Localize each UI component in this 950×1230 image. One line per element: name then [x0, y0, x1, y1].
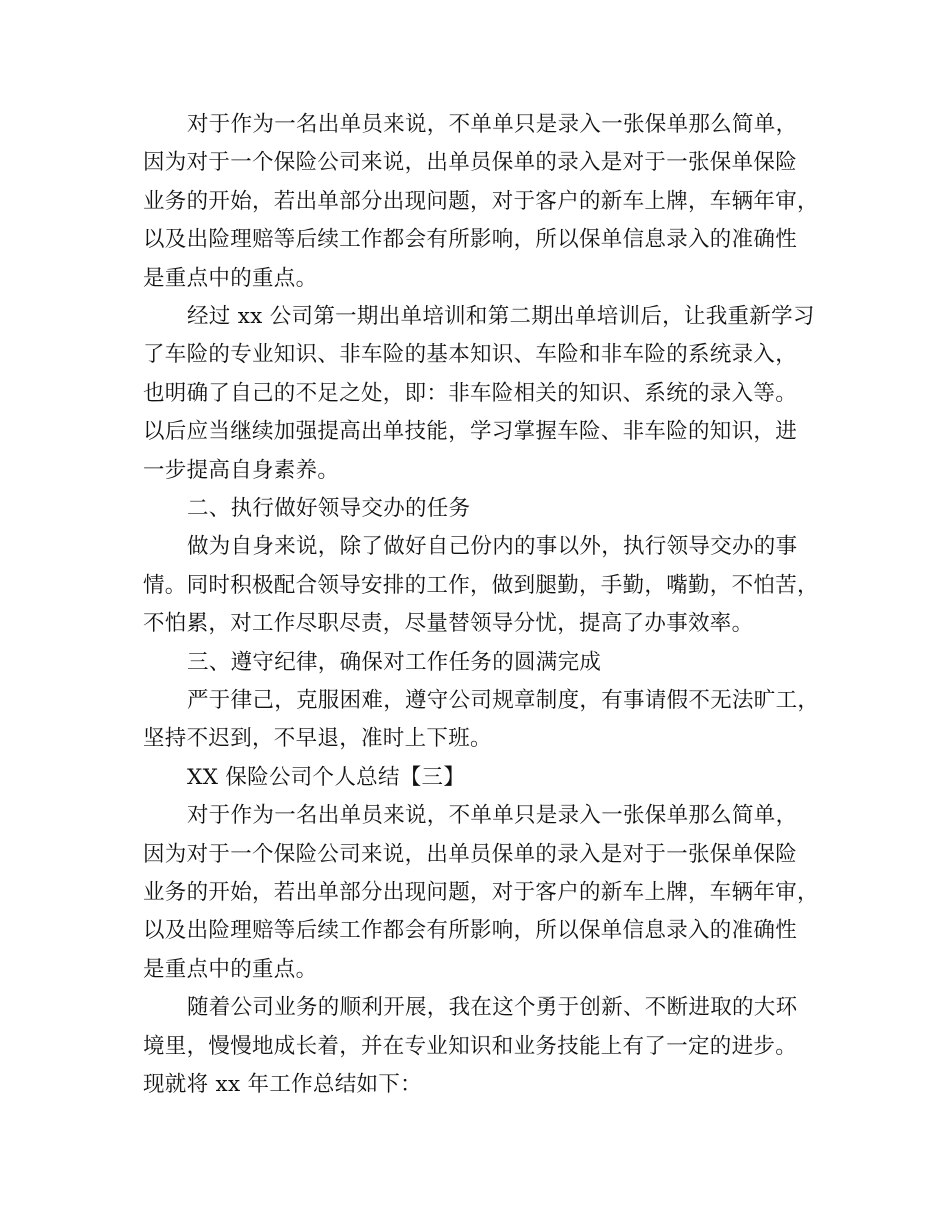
text-line: 经过 xx 公司第一期出单培训和第二期出单培训后，让我重新学习 — [187, 304, 815, 329]
text-line: 了车险的专业知识、非车险的基本知识、车险和非车险的系统录入， — [143, 342, 798, 368]
text-line: XX 保险公司个人总结【三】 — [187, 764, 466, 790]
text-line: 对于作为一名出单员来说，不单单只是录入一张保单那么简单， — [187, 112, 798, 137]
text-line: 不怕累，对工作尽职尽责，尽量替领导分忧，提高了办事效率。 — [143, 611, 754, 637]
text-line: 业务的开始，若出单部分出现问题，对于客户的新车上牌，车辆年审， — [143, 188, 819, 214]
text-line: 做为自身来说，除了做好自己份内的事以外，执行领导交办的事 — [187, 534, 798, 560]
text-line: 二、执行做好领导交办的任务 — [187, 496, 471, 521]
text-line: 以及出险理赔等后续工作都会有所影响，所以保单信息录入的准确性 — [143, 918, 798, 944]
text-line: 以后应当继续加强提高出单技能，学习掌握车险、非车险的知识，进 — [143, 419, 798, 445]
text-line: 是重点中的重点。 — [143, 265, 318, 291]
text-line: 坚持不迟到，不早退，准时上下班。 — [143, 726, 492, 752]
text-line: 境里，慢慢地成长着，并在专业知识和业务技能上有了一定的进步。 — [143, 1033, 798, 1059]
text-line: 情。同时积极配合领导安排的工作，做到腿勤，手勤，嘴勤，不怕苦， — [143, 572, 819, 598]
text-line: 以及出险理赔等后续工作都会有所影响，所以保单信息录入的准确性 — [143, 227, 798, 253]
text-line: 因为对于一个保险公司来说，出单员保单的录入是对于一张保单保险 — [143, 150, 798, 176]
text-line: 现就将 xx 年工作总结如下： — [143, 1072, 422, 1097]
text-line: 随着公司业务的顺利开展，我在这个勇于创新、不断进取的大环 — [187, 995, 798, 1021]
text-line: 三、遵守纪律，确保对工作任务的圆满完成 — [187, 649, 602, 675]
text-line: 是重点中的重点。 — [143, 956, 318, 982]
text-line: 对于作为一名出单员来说，不单单只是录入一张保单那么简单， — [187, 803, 798, 829]
text-line: 严于律己，克服困难，遵守公司规章制度，有事请假不无法旷工， — [187, 688, 820, 713]
text-line: 因为对于一个保险公司来说，出单员保单的录入是对于一张保单保险 — [143, 841, 798, 867]
text-line: 也明确了自己的不足之处，即：非车险相关的知识、系统的录入等。 — [143, 380, 798, 406]
text-line: 一步提高自身素养。 — [143, 457, 340, 483]
text-line: 业务的开始，若出单部分出现问题，对于客户的新车上牌，车辆年审， — [143, 880, 819, 905]
